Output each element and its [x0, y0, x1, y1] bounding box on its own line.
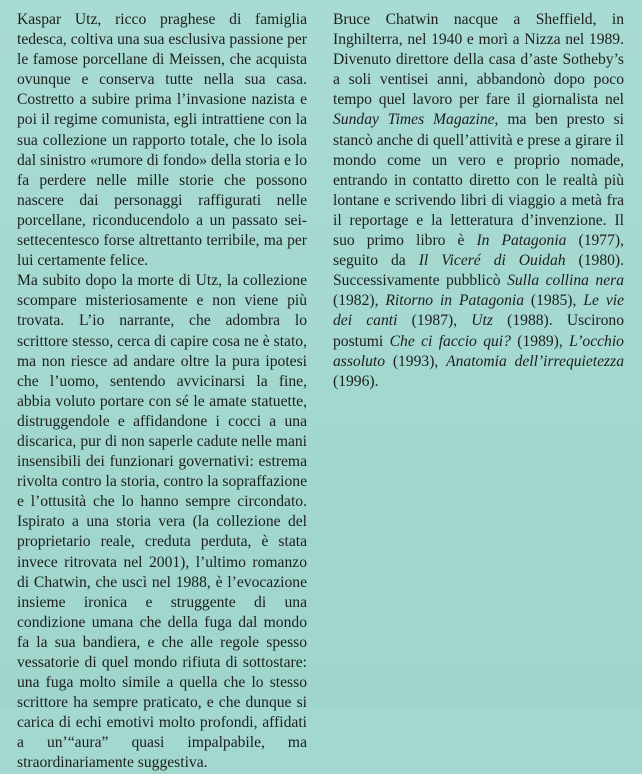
book-title: In Patagonia: [476, 232, 567, 250]
bio-text: (1989),: [510, 332, 570, 350]
synopsis-column: [17, 10, 307, 774]
book-title: L’occhio assoluto: [333, 332, 624, 370]
bio-text: (1987),: [397, 312, 472, 330]
bio-text: (1985),: [524, 292, 584, 310]
synopsis-paragraph-1: Kaspar Utz, ricco praghese di famiglia tedesca, coltiva una sua esclusiva passione per le famose porcellane di Meissen, che acquista ovunque e conserva tutte nella sua casa. Costretto a subire prima l’invasione nazista e poi il regime comunista, egli intrattiene con la sua collezione un rapporto totale, che lo isola dal sinistro «rumore di fondo» della storia e lo fa perdere nelle mille storie che possono nascere dai personaggi raffigurati nelle porcellane, riconducendolo a un passato sei-settecentesco forse altrettanto terribile, ma per lui certamente felice.: [17, 11, 307, 270]
bio-text: (1988). Uscirono postumi: [333, 312, 624, 350]
bio-text: , ma ben presto si stancò anche di quell’attività e prese a girare il mondo come un vero e proprio nomade, entrando in contatto diretto con le realtà più lontane e scrivendo libri di viaggio a metà fra il reportage e la letteratura d’invenzione. Il suo primo libro è: [333, 111, 624, 250]
author-bio-paragraph: [333, 10, 624, 392]
book-title: Ritorno in Patagonia: [385, 292, 524, 310]
book-title: Sulla collina nera: [507, 272, 625, 290]
book-title: Che ci faccio qui?: [389, 332, 511, 350]
magazine-title: Sunday Times Magazine: [333, 111, 495, 129]
author-bio-column: [333, 10, 624, 392]
bio-text: Bruce Chatwin nacque a Sheffield, in Inghilterra, nel 1940 e morì a Nizza nel 1989. Divenuto direttore della casa d’aste Sotheby’s a soli ventisei anni, abbandonò dopo poco tempo quel lavoro per fare il giornalista nel: [333, 11, 624, 109]
book-title: Utz: [471, 312, 493, 330]
book-title: Anatomia dell’irrequietezza: [446, 352, 624, 370]
synopsis-paragraph-2: Ma subito dopo la morte di Utz, la collezione scompare misteriosamente e non viene più trovata. L’io narrante, che adombra lo scrittore stesso, cerca di capire cosa ne è stato, ma non riesce ad andare oltre la pura ipotesi che l’uomo, sentendo avvicinarsi la fine, abbia voluto portare con sé le amate statuette, distruggendole e affidandone i cocci a una discarica, pur di non saperle cadute nelle mani insensibili dei funzionari governativi: estrema rivolta contro la storia, contro la sopraffazione e l’ottusità che lo hanno sempre circondato. Ispirato a una storia vera (la collezione del proprietario reale, creduta perduta, è stata invece ritrovata nel 2001), l’ultimo romanzo di Chatwin, che uscì nel 1988, è l’evocazione insieme ironica e struggente di una condizione umana che della fuga dal mondo fa la sua bandiera, e che alle regole spesso vessatorie di quel mondo rifiuta di sottostare: una fuga molto simile a quella che lo stesso scrittore ha sempre praticato, e che dunque si carica di echi emotivi molto profondi, affidati a un’“aura” quasi impalpabile, ma straordinariamente suggestiva.: [17, 272, 307, 772]
bio-text: (1980). Successivamente pubblicò: [333, 252, 624, 290]
book-title: Il Viceré di Ouidah: [418, 252, 566, 270]
bio-text: (1982),: [333, 292, 386, 310]
bio-text: (1977), seguito da: [333, 232, 624, 270]
bio-text: (1993),: [385, 352, 447, 370]
book-title: Le vie dei canti: [333, 292, 625, 330]
bio-text: (1996).: [333, 372, 379, 390]
